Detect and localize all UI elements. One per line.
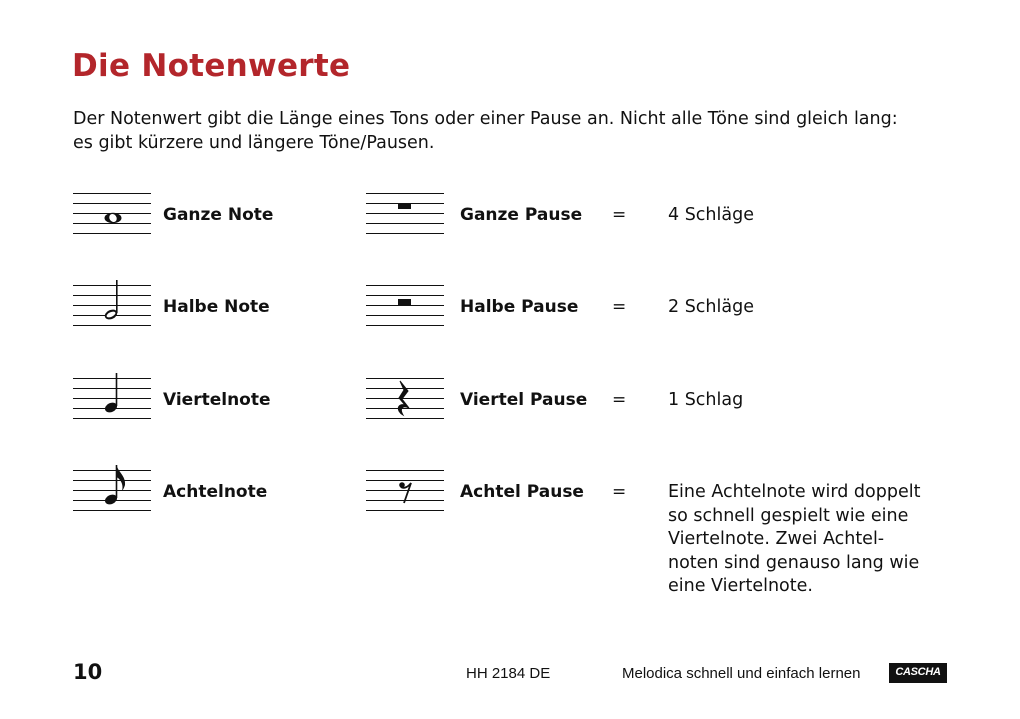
staff-note (73, 470, 151, 512)
note-row-half (0, 282, 1020, 342)
beats-half (668, 296, 938, 320)
beats-line: noten sind genauso lang wie (668, 552, 920, 573)
intro-line-2: es gibt kürzere und längere Töne/Pausen. (73, 133, 435, 153)
beats-quarter (668, 389, 938, 413)
whole-note-icon (73, 193, 151, 235)
half-note-icon (73, 285, 151, 327)
beats-line: 1 Schlag (668, 390, 744, 410)
note-label-half: Halbe Note (163, 297, 270, 317)
half-rest-icon (366, 285, 444, 327)
beats-line: Viertelnote. Zwei Achtel- (668, 529, 885, 549)
beats-line: eine Viertelnote. (668, 576, 813, 596)
publisher-logo (889, 663, 947, 683)
beats-eighth (668, 481, 938, 599)
whole-rest-icon (366, 193, 444, 235)
intro-line-1: Der Notenwert gibt die Länge eines Tons oder einer Pause an. Nicht alle Töne sind gleich lang: (73, 109, 898, 129)
page-number: 10 (73, 660, 103, 684)
intro-text (73, 107, 953, 155)
note-row-eighth (0, 467, 1020, 607)
beats-line: 2 Schläge (668, 297, 754, 317)
equals-sign: = (612, 482, 627, 502)
catalog-code: HH 2184 DE (466, 665, 551, 682)
staff-note (73, 193, 151, 235)
note-label-whole: Ganze Note (163, 205, 274, 225)
equals-sign: = (612, 205, 627, 225)
staff-rest (366, 470, 444, 512)
note-row-quarter (0, 375, 1020, 435)
rest-label-eighth: Achtel Pause (460, 482, 584, 502)
rest-label-quarter: Viertel Pause (460, 390, 588, 410)
rest-label-half: Halbe Pause (460, 297, 579, 317)
note-row-whole (0, 190, 1020, 250)
page-title: Die Notenwerte (72, 48, 351, 84)
quarter-rest-icon (366, 378, 444, 420)
staff-note (73, 378, 151, 420)
beats-whole (668, 204, 938, 228)
staff-rest (366, 378, 444, 420)
beats-line: Eine Achtelnote wird doppelt (668, 482, 921, 502)
eighth-note-icon (73, 470, 151, 512)
beats-line: 4 Schläge (668, 205, 754, 225)
book-title: Melodica schnell und einfach lernen (622, 665, 861, 682)
beats-line: so schnell gespielt wie eine (668, 505, 909, 526)
staff-note (73, 285, 151, 327)
quarter-note-icon (73, 378, 151, 420)
note-label-eighth: Achtelnote (163, 482, 268, 502)
logo-text: CASCHA (895, 666, 941, 678)
equals-sign: = (612, 297, 627, 317)
note-label-quarter: Viertelnote (163, 390, 271, 410)
eighth-rest-icon (366, 470, 444, 512)
staff-rest (366, 285, 444, 327)
equals-sign: = (612, 390, 627, 410)
staff-rest (366, 193, 444, 235)
rest-label-whole: Ganze Pause (460, 205, 583, 225)
